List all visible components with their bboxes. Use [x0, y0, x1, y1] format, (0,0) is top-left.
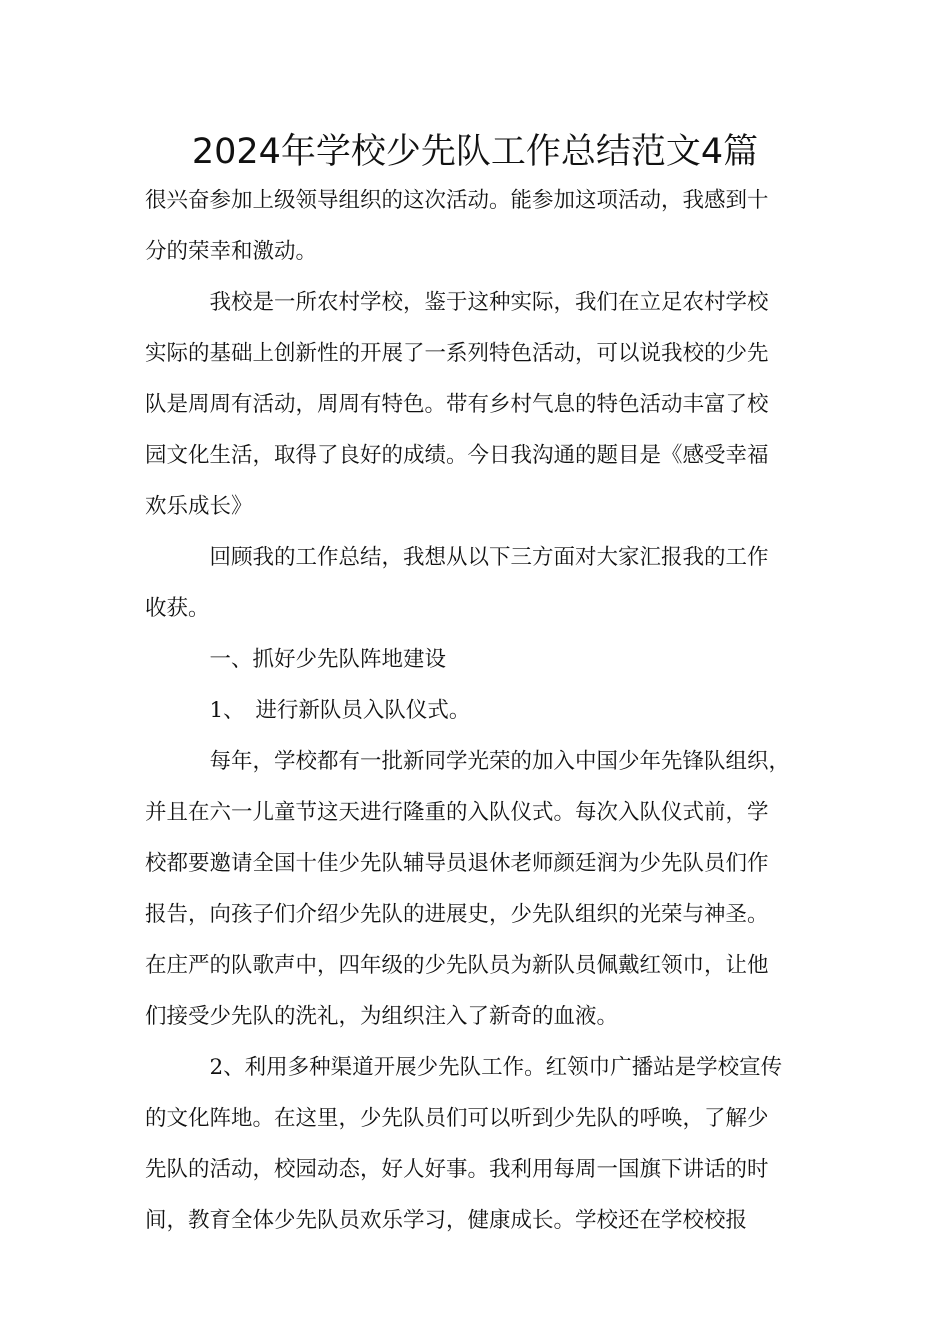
paragraph-line: 的文化阵地。在这里，少先队员们可以听到少先队的呼唤，了解少: [145, 1106, 769, 1131]
paragraph-line: 每年，学校都有一批新同学光荣的加入中国少年先锋队组织，: [145, 749, 791, 774]
paragraph-line: 分的荣幸和激动。: [145, 239, 318, 264]
paragraph-line: 回顾我的工作总结，我想从以下三方面对大家汇报我的工作: [145, 545, 769, 570]
paragraph-line: 2、利用多种渠道开展少先队工作。红领巾广播站是学校宣传: [145, 1055, 783, 1080]
paragraph-line: 园文化生活，取得了良好的成绩。今日我沟通的题目是《感受幸福: [145, 443, 769, 468]
paragraph-line: 并且在六一儿童节这天进行隆重的入队仪式。每次入队仪式前，学: [145, 800, 769, 825]
section-heading: 一、抓好少先队阵地建设: [145, 647, 447, 672]
paragraph-line: 们接受少先队的洗礼，为组织注入了新奇的血液。: [145, 1004, 619, 1029]
paragraph-line: 实际的基础上创新性的开展了一系列特色活动，可以说我校的少先: [145, 341, 769, 366]
paragraph-line: 校都要邀请全国十佳少先队辅导员退休老师颜廷润为少先队员们作: [145, 851, 769, 876]
paragraph-line: 我校是一所农村学校，鉴于这种实际，我们在立足农村学校: [145, 290, 769, 315]
subsection-heading: 1、 进行新队员入队仪式。: [145, 698, 471, 723]
paragraph-line: 欢乐成长》: [145, 494, 253, 519]
paragraph-line: 收获。: [145, 596, 210, 621]
paragraph-line: 很兴奋参加上级领导组织的这次活动。能参加这项活动，我感到十: [145, 188, 769, 213]
paragraph-line: 报告，向孩子们介绍少先队的进展史，少先队组织的光荣与神圣。: [145, 902, 769, 927]
paragraph-line: 队是周周有活动，周周有特色。带有乡村气息的特色活动丰富了校: [145, 392, 769, 417]
document-title: 2024年学校少先队工作总结范文4篇: [191, 132, 759, 172]
paragraph-line: 间，教育全体少先队员欢乐学习，健康成长。学校还在学校校报: [145, 1208, 748, 1233]
paragraph-line: 先队的活动，校园动态，好人好事。我利用每周一国旗下讲话的时: [145, 1157, 769, 1182]
document-body: [145, 178, 810, 1249]
paragraph-line: 在庄严的队歌声中，四年级的少先队员为新队员佩戴红领巾，让他: [145, 953, 769, 978]
